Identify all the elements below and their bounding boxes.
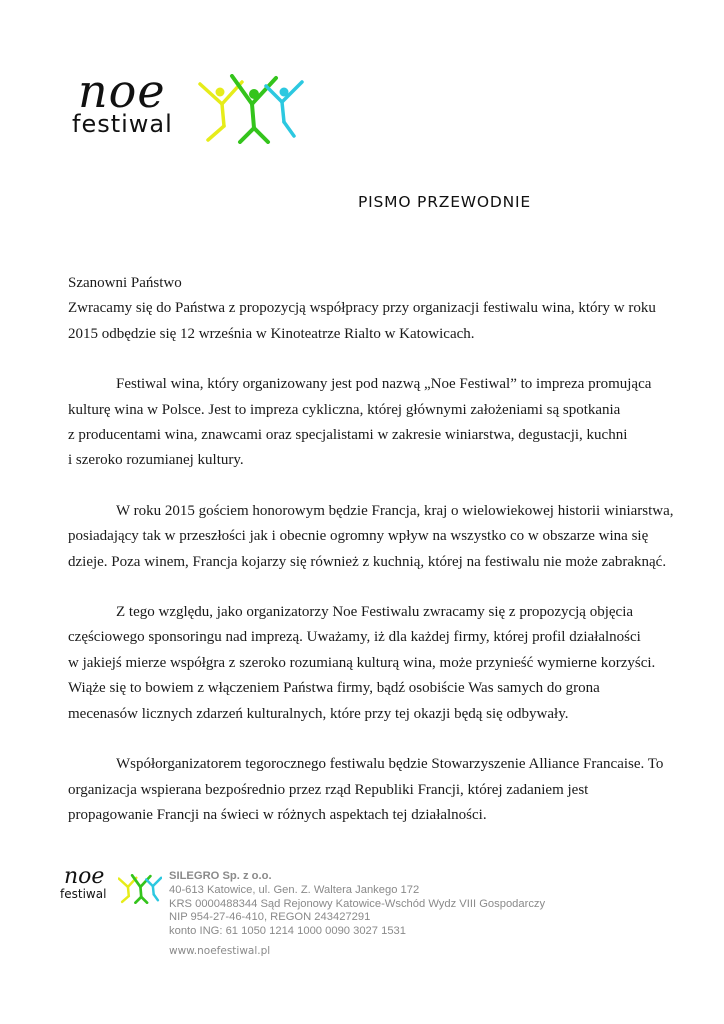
header-logo: [70, 64, 310, 146]
footer-logo-festiwal-text: festiwal: [60, 887, 107, 901]
logo-noe-text: noe: [78, 64, 166, 118]
website-link[interactable]: www.noefestiwal.pl: [169, 944, 271, 957]
letter-body: [68, 271, 674, 828]
footer-logo-noe-text: noe: [64, 864, 105, 889]
company-address: 40-613 Katowice, ul. Gen. Z. Waltera Jankego 172: [169, 883, 420, 896]
paragraph-1: Zwracamy się do Państwa z propozycją współpracy przy organizacji festiwalu wina, który w roku 2015 odbędzie się 12 września w Kinoteatrze Rialto w Katowicach.: [68, 300, 656, 342]
green-figure-icon: [232, 76, 276, 142]
page-title: PISMO PRZEWODNIE: [358, 193, 532, 211]
footer-logo: [60, 864, 162, 910]
company-nip: NIP 954-27-46-410, REGON 243427291: [169, 911, 371, 924]
company-krs: KRS 0000488344 Sąd Rejonowy Katowice-Wschód Wydz VIII Gospodarczy: [169, 897, 546, 910]
paragraph-2: Festiwal wina, który organizowany jest pod nazwą „Noe Festiwal” to impreza promująca kulturę wina w Polsce. Jest to impreza cykliczna, której głównymi założeniami są spotkania z producentami wina, znawcami oraz specjalistami w zakresie winiarstwa, degustacji, kuchni i szeroko rozumianej kultury.: [68, 376, 652, 469]
company-name: SILEGRO Sp. z o.o.: [169, 870, 272, 882]
footer: [60, 866, 660, 966]
company-bank: konto ING: 61 1050 1214 1000 0090 3027 1531: [169, 925, 407, 938]
paragraph-5: Współorganizatorem tegorocznego festiwalu będzie Stowarzyszenie Alliance Francaise. To organizacja wspierana bezpośrednio przez rząd Republiki Francji, której zadaniem jest propagowanie Francji na świeci w różnych aspektach tej działalności.: [68, 756, 664, 823]
company-info: [169, 870, 545, 959]
footer-dancing-figures-icon: [118, 874, 162, 904]
logo-festiwal-text: festiwal: [72, 110, 173, 138]
salutation: Szanowni Państwo: [68, 275, 182, 291]
paragraph-3: W roku 2015 gościem honorowym będzie Francja, kraj o wielowiekowej historii winiarstwa, posiadający tak w przeszłości jak i obecnie ogromny wpływ na wszystko co w obszarze wina się dzieje. Poza winem, Francja kojarzy się również z kuchnią, której na festiwalu nie może zabraknąć.: [68, 502, 674, 570]
dancing-figures-icon: [198, 74, 304, 144]
paragraph-4: Z tego względu, jako organizatorzy Noe Festiwalu zwracamy się z propozycją objęcia częściowego sponsoringu nad imprezą. Uważamy, iż dla każdej firmy, której profil działalności w jakiejś mierze współgra z szeroko rozumianą kulturą wina, może przynieść wymierne korzyści. Wiąże się to bowiem z włączeniem Państwa firmy, bądź osobiście Was samych do grona mecenasów licznych zdarzeń kulturalnych, które przy tej okazji będą się odbywały.: [68, 604, 656, 722]
